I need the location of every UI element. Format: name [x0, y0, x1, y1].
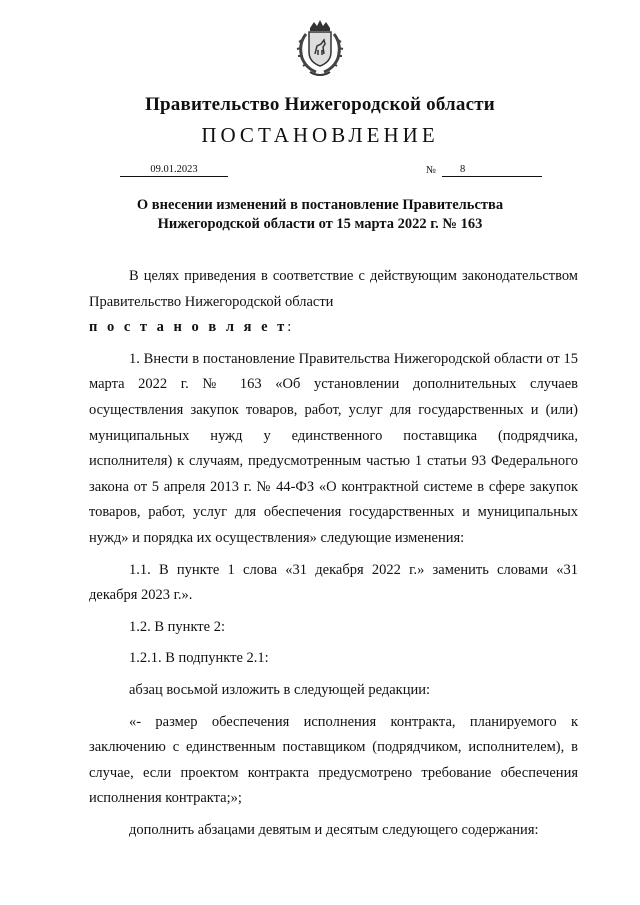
- resolves-word: п о с т а н о в л я е т: [89, 319, 288, 336]
- subject-line-1: О внесении изменений в постановление Правительства: [136, 197, 504, 213]
- document-body: [89, 264, 578, 843]
- document-number: 8: [442, 164, 542, 177]
- paragraph-1-2: 1.2. В пункте 2:: [129, 618, 225, 635]
- coat-of-arms-emblem: [296, 20, 344, 78]
- document-number-label: №: [426, 165, 437, 176]
- paragraph-quote: «- размер обеспечения исполнения контракта, планируемого к заключению с единственным поставщиком (подрядчиком, исполнителем), в случае, если проектом контракта предусмотрено требование обеспечения исполнения контракта;»;: [89, 713, 578, 807]
- document-type: ПОСТАНОВЛЕНИЕ: [201, 123, 439, 147]
- organization-name: Правительство Нижегородской области: [145, 94, 495, 115]
- paragraph-1-2-1: 1.2.1. В подпункте 2.1:: [129, 650, 269, 667]
- paragraph-1-1: 1.1. В пункте 1 слова «31 декабря 2022 г.» заменить словами «31 декабря 2023 г.».: [89, 561, 578, 604]
- resolves-colon: :: [287, 319, 292, 336]
- paragraph-abzac: абзац восьмой изложить в следующей редакции:: [129, 681, 431, 698]
- paragraph-1: 1. Внести в постановление Правительства Нижегородской области от 15 марта 2022 г. № 163 «Об установлении дополнительных случаев осуществления закупок товаров, работ, услуг для государственных и (или) муниципальных нужд у единственного поставщика (подрядчика, исполнителя) к случаям, предусмотренным частью 1 статьи 93 Федерального закона от 5 апреля 2013 г. № 44-ФЗ «О контрактной системе в сфере закупок товаров, работ, услуг для обеспечения государственных и муниципальных нужд» и порядка их осуществления» следующие изменения:: [89, 350, 578, 546]
- document-subject: [60, 196, 580, 234]
- resolves-line: [89, 315, 578, 341]
- subject-line-2: Нижегородской области от 15 марта 2022 г. № 163: [157, 216, 483, 232]
- preamble-paragraph: В целях приведения в соответствие с действующим законодательством Правительство Нижегородской области: [89, 268, 578, 310]
- document-date: 09.01.2023: [120, 164, 228, 177]
- paragraph-add: дополнить абзацами девятым и десятым следующего содержания:: [129, 821, 539, 838]
